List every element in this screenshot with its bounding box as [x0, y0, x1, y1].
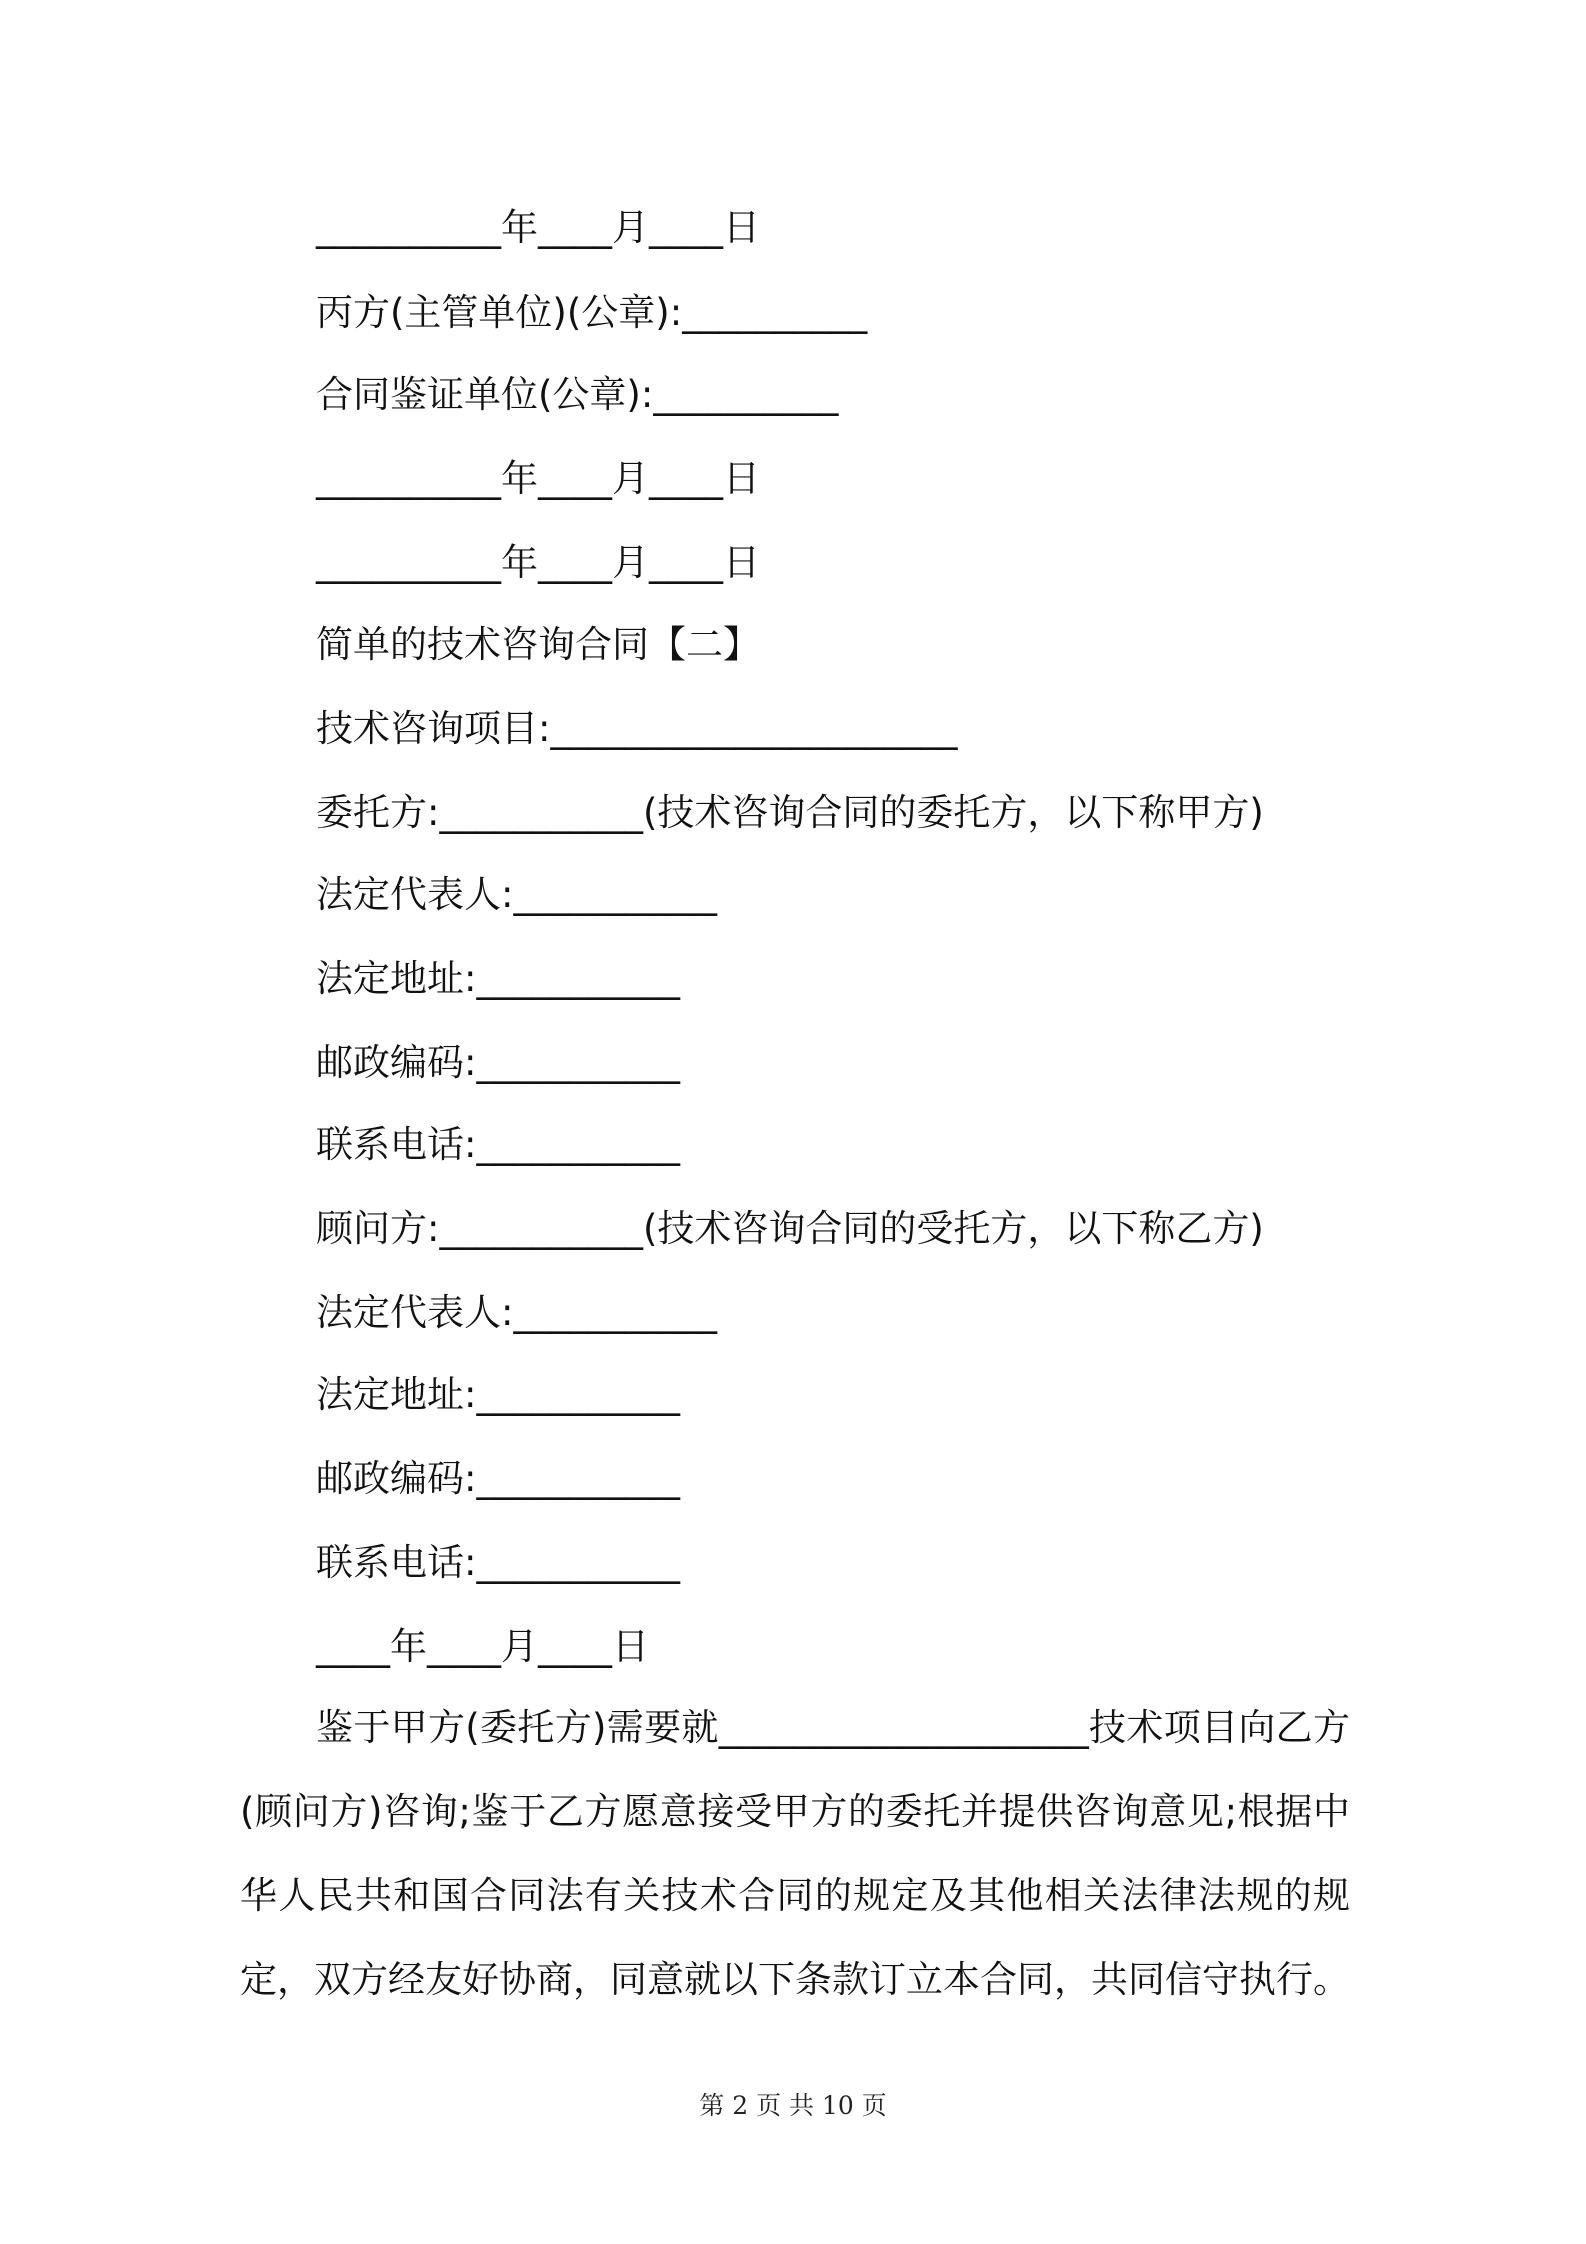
client-postcode-line: 邮政编码:___________ — [316, 1041, 680, 1084]
client-address-line: 法定地址:___________ — [316, 957, 680, 1000]
consulting-project-line: 技术咨询项目:______________________ — [316, 707, 958, 750]
consultant-address-line: 法定地址:___________ — [316, 1373, 680, 1416]
client-line: 委托方:___________(技术咨询合同的委托方，以下称甲方) — [316, 791, 1264, 834]
date-line-4: ____年____月____日 — [316, 1625, 649, 1668]
date-line-2: __________年____月____日 — [316, 457, 760, 500]
consultant-legal-rep-line: 法定代表人:___________ — [316, 1291, 717, 1334]
date-line-1: __________年____月____日 — [316, 206, 760, 249]
preamble-paragraph: 鉴于甲方(委托方)需要就____________________技术项目向乙方(顾问方)咨询;鉴于乙方愿意接受甲方的委托并提供咨询意见;根据中华人民共和国合同法有关技术合同的规定及其他相关法律法规的规定，双方经友好协商，同意就以下条款订立本合同，共同信守执行。 — [240, 1706, 1350, 2001]
party-c-seal-line: 丙方(主管单位)(公章):__________ — [316, 291, 868, 334]
client-legal-rep-line: 法定代表人:___________ — [316, 873, 717, 916]
date-line-3: __________年____月____日 — [316, 541, 760, 584]
consultant-phone-line: 联系电话:___________ — [316, 1541, 680, 1584]
client-phone-line: 联系电话:___________ — [316, 1123, 680, 1166]
contract-verification-seal-line: 合同鉴证单位(公章):__________ — [316, 373, 839, 416]
consultant-postcode-line: 邮政编码:___________ — [316, 1457, 680, 1500]
section-heading: 简单的技术咨询合同【二】 — [316, 623, 760, 666]
page-number-footer: 第 2 页 共 10 页 — [699, 2091, 887, 2120]
consultant-line: 顾问方:___________(技术咨询合同的受托方，以下称乙方) — [316, 1207, 1264, 1250]
